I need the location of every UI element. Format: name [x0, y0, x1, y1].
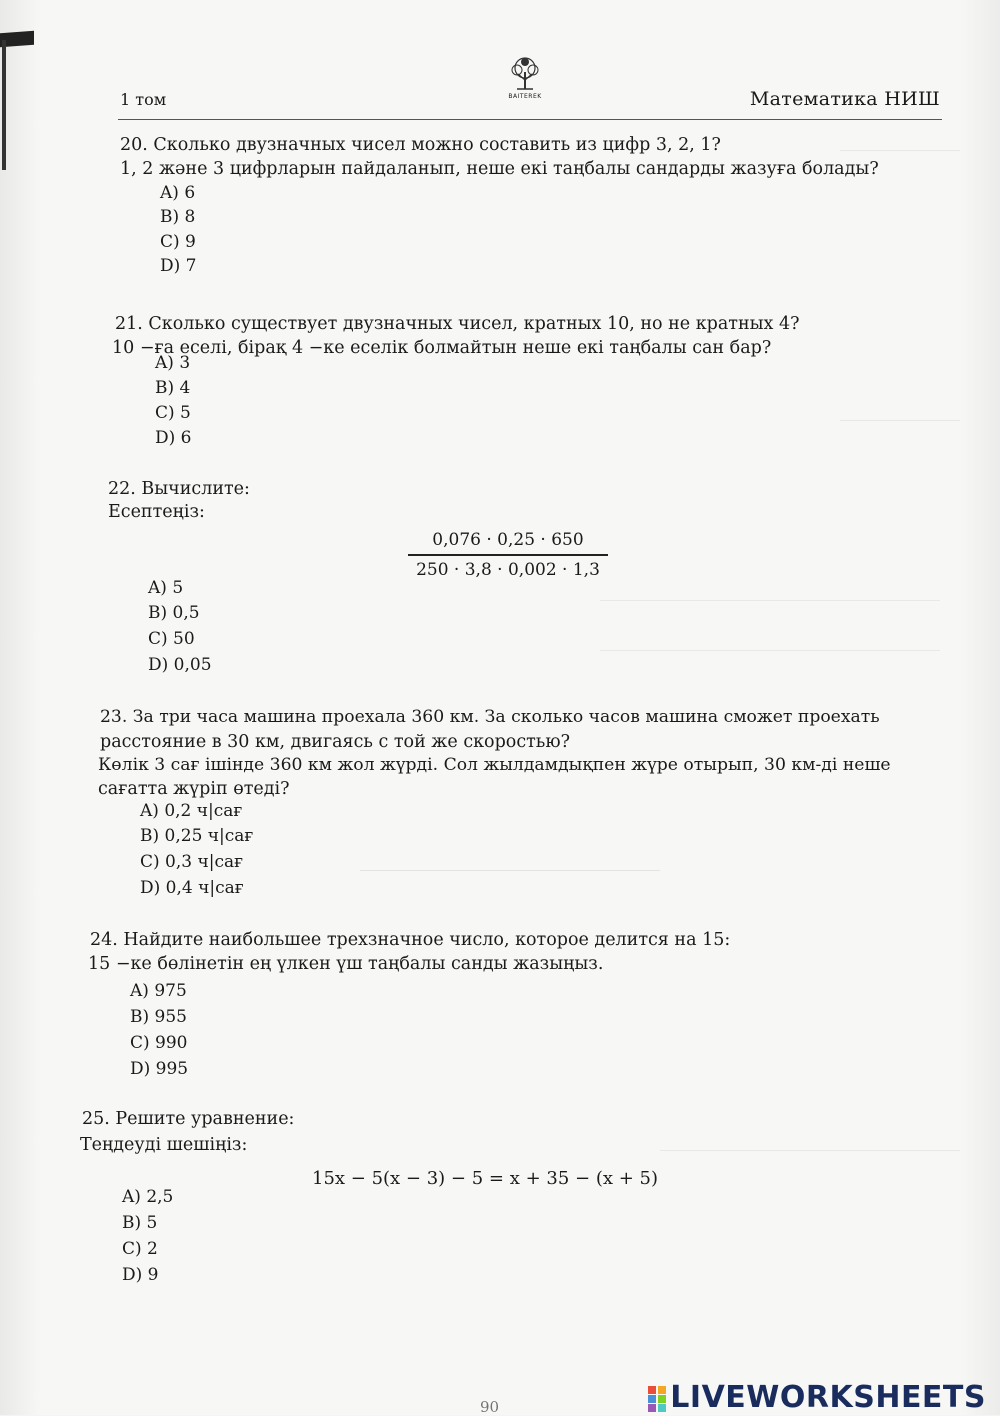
question-21-option-d[interactable]: D) 6: [155, 428, 192, 448]
question-22-option-b[interactable]: B) 0,5: [148, 603, 200, 623]
logo-text: BAITEREK: [508, 93, 542, 100]
question-25-option-b[interactable]: B) 5: [122, 1213, 158, 1233]
question-22-fraction: [408, 530, 608, 580]
question-25-option-a[interactable]: A) 2,5: [122, 1187, 174, 1207]
question-25-option-c[interactable]: C) 2: [122, 1239, 158, 1259]
question-20-ru: 20. Сколько двузначных чисел можно составить из цифр 3, 2, 1?: [120, 135, 721, 155]
question-23-option-a[interactable]: A) 0,2 ч|сағ: [140, 801, 243, 821]
question-20-option-d[interactable]: D) 7: [160, 256, 197, 276]
question-24-option-a[interactable]: A) 975: [130, 981, 187, 1001]
subject-label: Математика НИШ: [749, 88, 940, 110]
liveworksheets-brand[interactable]: [648, 1380, 986, 1415]
question-23-option-c[interactable]: C) 0,3 ч|сағ: [140, 852, 244, 872]
question-22-ru: 22. Вычислите:: [108, 479, 250, 499]
publisher-logo: [500, 56, 550, 100]
question-25-ru: 25. Решите уравнение:: [82, 1109, 295, 1129]
page-number: 90: [480, 1398, 500, 1416]
question-21-kz: 10 −ға еселі, бірақ 4 −ке еселік болмайтын неше екі таңбалы сан бар?: [112, 338, 772, 358]
question-22-option-d[interactable]: D) 0,05: [148, 655, 212, 675]
question-22-option-c[interactable]: C) 50: [148, 629, 195, 649]
tree-icon: [505, 56, 545, 92]
question-21-option-b[interactable]: B) 4: [155, 378, 191, 398]
question-24-option-b[interactable]: B) 955: [130, 1007, 187, 1027]
fraction-numerator: 0,076 · 0,25 · 650: [432, 530, 584, 550]
scan-edge-line: [2, 40, 6, 170]
question-25-equation: 15x − 5(x − 3) − 5 = x + 35 − (x + 5): [312, 1168, 658, 1189]
question-24-ru: 24. Найдите наибольшее трехзначное число, которое делится на 15:: [90, 930, 731, 950]
question-22-option-a[interactable]: A) 5: [148, 578, 184, 598]
volume-label: 1 том: [120, 90, 167, 109]
question-23-kz-line1: Көлік 3 сағ ішінде 360 км жол жүрді. Сол жылдамдықпен жүре отырып, 30 км-ді неше: [98, 755, 891, 775]
question-20-kz: 1, 2 және 3 цифрларын пайдаланып, неше екі таңбалы сандарды жазуға болады?: [120, 159, 879, 179]
question-25-option-d[interactable]: D) 9: [122, 1265, 159, 1285]
question-20-option-c[interactable]: C) 9: [160, 232, 196, 252]
question-21-ru: 21. Сколько существует двузначных чисел, кратных 10, но не кратных 4?: [115, 314, 800, 334]
fraction-denominator: 250 · 3,8 · 0,002 · 1,3: [416, 559, 600, 580]
question-24-option-d[interactable]: D) 995: [130, 1059, 189, 1079]
question-25-kz: Теңдеуді шешіңіз:: [80, 1135, 248, 1155]
question-23-ru-line2: расстояние в 30 км, двигаясь с той же скоростью?: [100, 732, 570, 752]
question-20-option-a[interactable]: A) 6: [160, 183, 196, 203]
question-20-option-b[interactable]: B) 8: [160, 207, 196, 227]
question-23-ru-line1: 23. За три часа машина проехала 360 км. За сколько часов машина сможет проехать: [100, 707, 880, 727]
question-23-option-b[interactable]: B) 0,25 ч|сағ: [140, 826, 254, 846]
liveworksheets-logo-icon: [648, 1386, 666, 1412]
brand-text: LIVEWORKSHEETS: [670, 1380, 986, 1415]
question-24-option-c[interactable]: C) 990: [130, 1033, 188, 1053]
question-23-option-d[interactable]: D) 0,4 ч|сағ: [140, 878, 244, 898]
header-divider: [118, 119, 942, 120]
question-21-option-c[interactable]: C) 5: [155, 403, 191, 423]
question-21-option-a[interactable]: A) 3: [155, 353, 191, 373]
question-22-kz: Есептеңіз:: [108, 502, 205, 522]
question-24-kz: 15 −ке бөлінетін ең үлкен үш таңбалы санды жазыңыз.: [88, 954, 604, 974]
question-23-kz-line2: сағатта жүріп өтеді?: [98, 779, 290, 799]
